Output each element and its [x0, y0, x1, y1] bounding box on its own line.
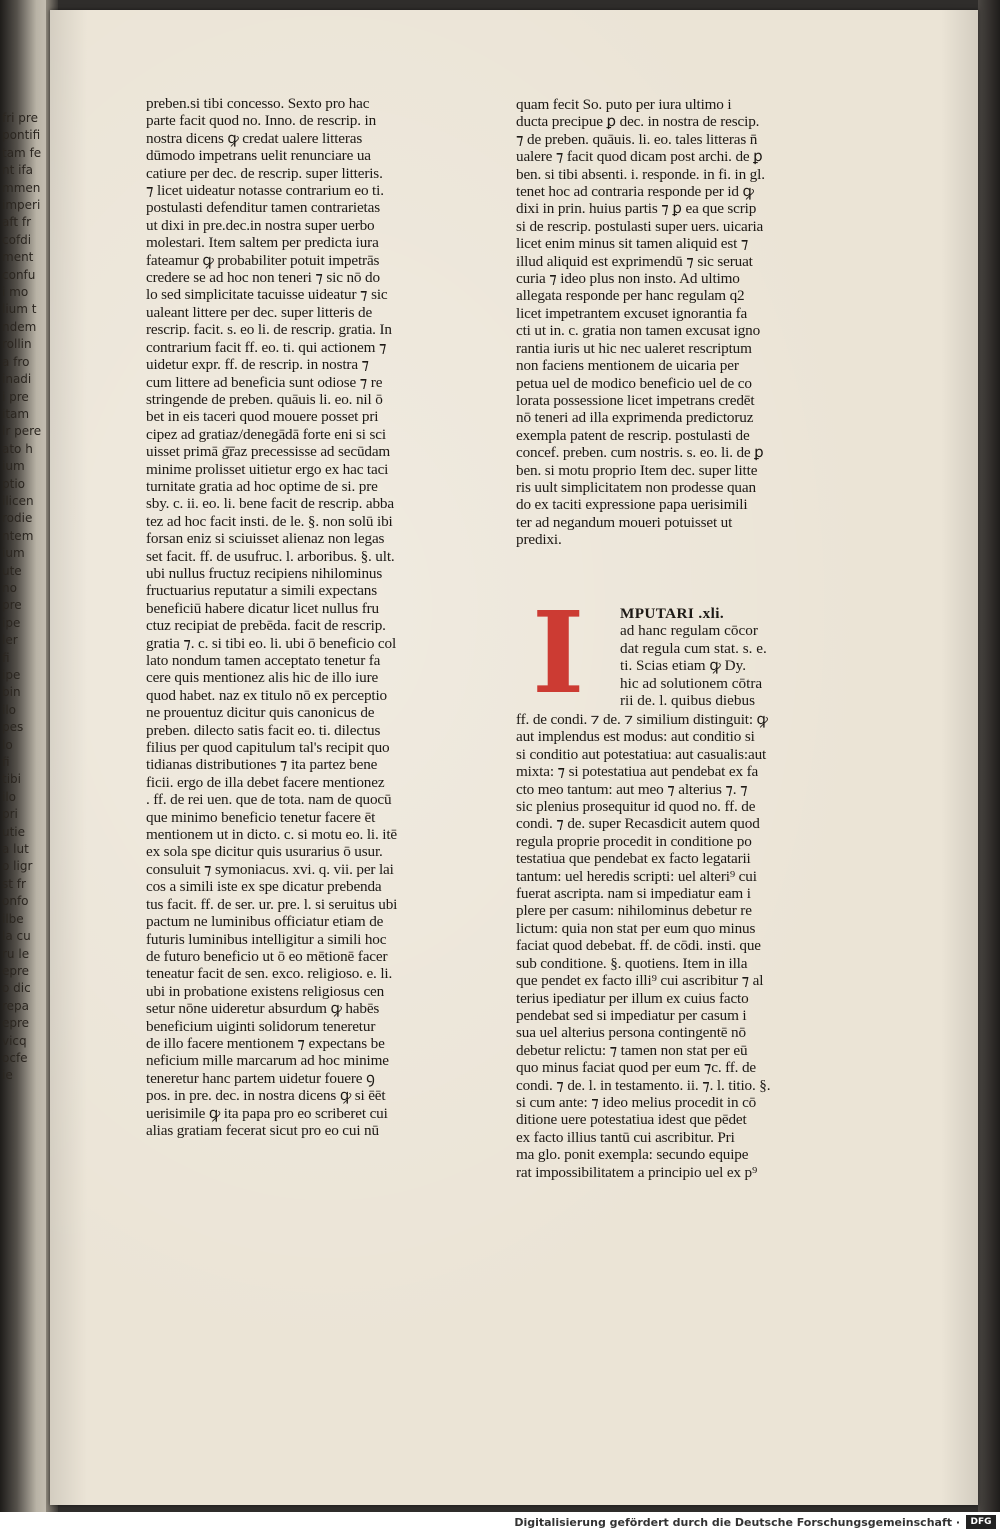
initial-side-line: MPUTARI .xli.	[620, 605, 725, 622]
text-line: faciat quod debebat. ff. de cōdi. insti. que	[516, 937, 761, 955]
text-line: si cum ante: ⁊ ideo melius procedit in cō	[516, 1093, 757, 1111]
text-line: turnitate gratia ad hoc optime de si. pre	[146, 477, 378, 495]
previous-page-fragment: ocfe	[2, 1050, 28, 1065]
previous-page-fragment: rollin	[2, 337, 32, 352]
text-line: credere se ad hoc non teneri ⁊ sic nō do	[146, 269, 380, 287]
text-line: fateamur ꝙ probabiliter potuit impetrās	[146, 251, 380, 269]
previous-page-fragment: ie	[2, 1068, 13, 1083]
text-line: do ex taciti expressione papa uerisimili	[516, 496, 748, 514]
previous-page-fragment: inadi	[2, 372, 32, 387]
previous-page-fragment: mmen	[2, 180, 41, 195]
text-line: de futuro beneficio ut ō eo mētionē facer	[146, 947, 388, 965]
previous-page-fragment: nt ifa	[2, 163, 34, 178]
previous-page-fragment: itam	[2, 406, 30, 421]
text-line: bet in eis taceri quod mouere posset pri	[146, 408, 379, 426]
text-line: debetur relictu: ⁊ tamen non stat per eū	[516, 1041, 748, 1059]
previous-page-fragment: fi	[2, 755, 10, 770]
text-line: curia ⁊ ideo plus non insto. Ad ultimo	[516, 270, 740, 288]
red-initial-box	[516, 588, 600, 719]
text-line: ff. de condi. ⁊ de. ⁊ similium distinguit: ꝙ	[516, 711, 768, 728]
text-line: licet impetrantem excuset ignorantia fa	[516, 304, 748, 322]
text-line: fuerat ascripta. nam si impediatur eam i	[516, 885, 751, 903]
previous-page-fragment: lo	[2, 737, 13, 752]
text-line: pendebat sed si impediatur per casum i	[516, 1006, 747, 1024]
previous-page-fragment: fri pre	[2, 111, 38, 125]
text-line: petua uel de modico beneficio uel de co	[516, 374, 752, 392]
text-line: nō teneri ad illa exprimenda predictoruz	[516, 409, 754, 427]
previous-page-fragment: o ligr	[2, 859, 33, 874]
text-line: teneretur hanc partem uidetur fouere ꝯ	[146, 1069, 375, 1087]
previous-page-fragment: epre	[2, 1016, 30, 1031]
text-line: ex sola spe dicitur quis usurarius ō usur.	[146, 843, 383, 861]
text-line: sub conditione. §. quotiens. Item in illa	[516, 954, 748, 972]
text-line: ter ad negandum moueri potuisset ut	[516, 513, 733, 531]
text-line: rat impossibilitatem a principio uel ex p⁹	[516, 1163, 758, 1181]
text-line: licet enim minus sit tamen aliquid est ⁊	[516, 235, 749, 253]
text-line: ctuz recipiat de prebēda. facit de rescrip.	[146, 617, 386, 635]
text-line: set facit. ff. de usufruc. l. arboribus. §. ult.	[146, 547, 395, 565]
text-line: nostra dicens ꝙ credat ualere litteras	[146, 129, 363, 147]
initial-side-line: rii de. l. quibus diebus	[620, 692, 755, 710]
text-line: minime prolisset uitietur ergo ex hac taci	[146, 460, 389, 478]
previous-page-fragment: pri	[2, 807, 18, 822]
text-line: catiure per dec. de rescrip. super litteris.	[146, 164, 383, 182]
text-line: cto meo tantum: aut meo ⁊ alterius ⁊. ⁊	[516, 780, 748, 798]
right-text-column-top	[516, 96, 792, 549]
text-line: cipez ad gratiaz/denegādā forte eni si sci	[146, 425, 386, 443]
previous-page-fragment: ato h	[2, 441, 33, 456]
previous-page-fragment: st fr	[2, 876, 26, 891]
text-line: ben. si tibi absenti. i. responde. in fi. in gl.	[516, 165, 765, 183]
scan-right-border	[978, 0, 1000, 1512]
right-text-column-bottom	[516, 711, 792, 1181]
previous-page-fragment: la cu	[2, 929, 31, 944]
text-line: quam fecit So. puto per iura ultimo i	[516, 96, 732, 113]
text-line: teneatur facit de sen. exco. religioso. e. li.	[146, 965, 393, 983]
text-line: non faciens mentionem de uicaria per	[516, 357, 739, 375]
text-line: concef. preben. cum nostris. s. eo. li. de ꝑ	[516, 444, 764, 462]
digitization-footer	[0, 1512, 1000, 1533]
text-line: ualere ⁊ facit quod dicam post archi. de ꝑ	[516, 148, 763, 166]
text-line: forsan eniz si sciuisset alienaz non legas	[146, 530, 385, 548]
text-line: postulasti defenditur tamen contrarietas	[146, 199, 380, 217]
previous-page-fragment: pes	[2, 720, 24, 735]
text-line: cos a simili iste ex spe dicatur prebenda	[146, 878, 382, 896]
text-line: tez ad hoc facit insti. de le. §. non solū ibi	[146, 512, 393, 530]
text-line: preben. dilecto satis facit eo. ti. dilectus	[146, 721, 381, 739]
text-line: dixi in prin. huius partis ⁊ ꝑ ea que scrip	[516, 200, 757, 218]
text-line: terius ipediatur per illum ex cuius facto	[516, 989, 749, 1007]
text-line: cere quis mentionez alis hic de illo iure	[146, 669, 379, 687]
text-line: . ff. de rei uen. que de tota. nam de quocū	[146, 791, 392, 809]
previous-page-fragment: ndem	[2, 319, 37, 334]
dfg-credit-text: Digitalisierung gefördert durch die Deutsche Forschungsgemeinschaft ·	[514, 1516, 960, 1529]
text-line: ut dixi in pre.dec.in nostra super uerbo	[146, 216, 375, 234]
text-line: mentionem ut in dicto. c. si motu eo. li. itē	[146, 826, 397, 844]
previous-page-fragment: ium	[2, 459, 25, 474]
text-line: sby. c. ii. eo. li. bene facit de rescrip. abba	[146, 495, 394, 513]
previous-page-fragment: i pre	[2, 389, 29, 404]
text-line: rescrip. facit. s. eo li. de rescrip. gratia. In	[146, 321, 392, 339]
previous-page-fragment: lr pere	[2, 424, 42, 439]
red-initial-letter: I	[532, 588, 585, 719]
previous-page-fragment: tam fe	[2, 145, 42, 160]
text-line: illud aliquid est exprimendū ⁊ sic seruat	[516, 252, 753, 270]
text-line: ma glo. ponit exempla: secundo equipe	[516, 1146, 749, 1164]
text-line: ubi nullus fructuz recipiens nihilominus	[146, 564, 383, 582]
text-line: lorata possessione licet impetrans credēt	[516, 391, 755, 409]
previous-page-fragment: a lut	[2, 842, 29, 857]
text-line: tantum: uel heredis scripti: uel alteri⁹ cui	[516, 867, 757, 885]
text-line: lato nondum tamen acceptato tenetur fa	[146, 652, 381, 669]
text-line: ben. si motu proprio Item dec. super litte	[516, 461, 758, 479]
text-line: quod habet. naz ex titulo nō ex perceptio	[146, 686, 387, 704]
previous-page-fragment: ru le	[2, 946, 30, 961]
previous-page-fragment: no	[2, 580, 17, 595]
previous-page-text-fragments	[2, 110, 42, 1310]
initial-side-line: hic ad solutionem cōtra	[620, 674, 763, 692]
text-line: uisset primā g͞raz precessisse ad secūdam	[146, 443, 391, 461]
previous-page-fragment: confu	[2, 267, 36, 282]
previous-page-fragment: ilo	[2, 702, 17, 717]
text-line: ⁊ licet uideatur notasse contrarium eo ti.	[146, 182, 384, 200]
text-line: pactum ne luminibus officiatur etiam de	[146, 913, 384, 931]
text-line: lo sed simplicitate tacuisse uideatur ⁊ sic	[146, 286, 388, 304]
previous-page-fragment: cofdi	[2, 232, 32, 247]
text-line: sic plenius prosequitur id quod no. ff. de	[516, 798, 756, 816]
text-line: tidianas distributiones ⁊ ita partez bene	[146, 756, 378, 774]
text-line: testatiua que pendebat ex facto legatarii	[516, 850, 751, 868]
previous-page-fragment: pontifi	[2, 128, 41, 143]
text-line: si de rescrip. postulasti super uers. uicaria	[516, 217, 764, 235]
previous-page-fragment: utie	[2, 824, 26, 839]
text-line: beneficium uiginti solidorum teneretur	[146, 1017, 376, 1035]
text-line: ficii. ergo de illa debet facere mentionez	[146, 773, 385, 791]
text-line: quo minus faciat quod per eum ⁊c. ff. de	[516, 1059, 756, 1077]
previous-page-fragment: repa	[2, 998, 30, 1013]
text-line: contrarium facit ff. eo. ti. qui actionem ⁊	[146, 338, 387, 356]
previous-page-fragment: ilbe	[2, 911, 24, 926]
previous-page-fragment: ptio	[2, 476, 25, 491]
text-line: ubi in probatione existens religiosus cen	[146, 982, 385, 1000]
previous-page-fragment: fi	[2, 650, 10, 665]
text-line: uidetur expr. ff. de rescrip. in nostra ⁊	[146, 356, 369, 374]
previous-page-fragment: pre	[2, 598, 22, 613]
previous-page-fragment: lium t	[2, 302, 37, 317]
previous-page-fragment: o dic	[2, 981, 31, 996]
text-line: setur nōne uideretur absurdum ꝙ habēs	[146, 1000, 380, 1018]
text-line: allegata responde per hanc regulam q2	[516, 287, 745, 305]
text-line: dūmodo impetrans uelit renunciare ua	[146, 147, 371, 165]
text-line: regula proprie procedit in conditione po	[516, 832, 752, 850]
text-line: cum littere ad beneficia sunt odiose ⁊ re	[146, 373, 383, 391]
left-text-column	[146, 95, 418, 1139]
text-line: plere per casum: nihilominus debetur re	[516, 902, 752, 920]
previous-page-fragment: bin	[2, 685, 21, 700]
text-line: exempla patent de rescrip. postulasti de	[516, 426, 750, 444]
previous-page-fragment: epre	[2, 963, 30, 978]
text-line: rantia iuris ut hic nec ualeret rescriptum	[516, 339, 752, 357]
text-line: stringende de preben. quāuis li. eo. nil ō	[146, 390, 383, 408]
text-line: ne prouentuz dicitur quis canonicus de	[146, 704, 375, 722]
previous-page-fragment: ilicen	[2, 493, 34, 508]
previous-page-fragment: ntem	[2, 528, 34, 543]
text-line: aut implendus est modus: aut conditio si	[516, 728, 755, 746]
text-line: futuris luminibus intelligitur a simili hoc	[146, 930, 387, 948]
text-line: pos. in pre. dec. in nostra dicens ꝙ si ēēt	[146, 1087, 386, 1105]
initial-side-line: ad hanc regulam cōcor	[620, 622, 758, 640]
text-line: neficium mille marcarum ad hoc minime	[146, 1052, 389, 1070]
text-line: mixta: ⁊ si potestatiua aut pendebat ex fa	[516, 763, 759, 781]
text-line: sua uel alterius persona contingentē nō	[516, 1024, 746, 1042]
text-line: uerisimile ꝙ ita papa pro eo scriberet cui	[146, 1104, 388, 1122]
previous-page-fragment: rodie	[2, 511, 33, 526]
text-line: ualeant littere per dec. super litteris de	[146, 303, 373, 321]
text-line: tenet hoc ad contraria responde per id ꝙ	[516, 183, 754, 201]
previous-page-fragment: ilo	[2, 789, 17, 804]
previous-page-fragment: ipe	[2, 615, 21, 630]
text-line: ducta precipue ꝑ dec. in nostra de rescip.	[516, 113, 760, 131]
text-line: ex facto illius tantū cui ascribitur. Pri	[516, 1128, 735, 1146]
text-line: filius per quod capitulum tal's recipit quo	[146, 739, 390, 757]
lines-beside-initial	[620, 604, 800, 708]
text-line: cti ut in. c. gratia non tamen excusat igno	[516, 322, 761, 340]
text-line: gratia ⁊. c. si tibi eo. li. ubi ō beneficio col	[146, 634, 397, 652]
text-line: que pendet ex facto illi⁹ cui ascribitur ⁊ al	[516, 972, 764, 990]
dfg-logo: DFG	[966, 1515, 996, 1529]
initial-side-line: ti. Scias etiam ꝙ Dy.	[620, 657, 746, 675]
previous-page-fragment: ute	[2, 563, 22, 578]
previous-page-fragment: onfo	[2, 894, 29, 909]
text-line: ris uult simplicitatem non prodesse quan	[516, 478, 756, 496]
text-line: beneficiū habere dicatur licet nullus fru	[146, 599, 379, 617]
text-line: parte facit quod no. Inno. de rescrip. in	[146, 112, 377, 130]
previous-page-fragment: ium	[2, 546, 25, 561]
text-line: condi. ⁊ de. super Recasdicit autem quod	[516, 815, 760, 833]
previous-page-fragment: aft fr	[2, 215, 32, 230]
text-line: que minimo beneficio tenetur facere ēt	[146, 808, 376, 826]
previous-page-fragment: a fro	[2, 354, 30, 369]
text-line: tus facit. ff. de ser. ur. pre. l. si seruitus ubi	[146, 895, 398, 913]
text-line: de illo facere mentionem ⁊ expectans be	[146, 1034, 385, 1052]
initial-side-line: dat regula cum stat. s. e.	[620, 639, 767, 657]
text-line: condi. ⁊ de. l. in testamento. ii. ⁊. l. titio. §.	[516, 1076, 771, 1094]
previous-page-fragment: tibi	[2, 772, 21, 787]
text-line: si conditio aut potestatiua: aut casualis:aut	[516, 745, 767, 763]
previous-page-fragment: ipe	[2, 668, 21, 682]
text-line: molestari. Item saltem per predicta iura	[146, 234, 379, 252]
text-line: predixi.	[516, 531, 562, 549]
previous-page-fragment: vicq	[2, 1033, 27, 1048]
text-line: alias gratiam fecerat sicut pro eo cui nū	[146, 1121, 379, 1139]
previous-page-fragment: ment	[2, 250, 34, 265]
text-line: fructuarius reputatur a simili expectans	[146, 582, 378, 600]
text-line: consuluit ⁊ symoniacus. xvi. q. vii. per lai	[146, 860, 394, 878]
previous-page-fragment: i mo	[2, 285, 29, 300]
text-line: ditione uere potestatiua idest que pēdet	[516, 1111, 747, 1129]
text-line: ⁊ de preben. quāuis. li. eo. tales litteras n̄	[516, 130, 758, 148]
text-line: lictum: quia non stat per eum quo minus	[516, 919, 756, 937]
previous-page-fragment: ler	[2, 633, 18, 648]
previous-page-fragment: imperi	[2, 198, 41, 213]
text-line: preben.si tibi concesso. Sexto pro hac	[146, 95, 370, 112]
